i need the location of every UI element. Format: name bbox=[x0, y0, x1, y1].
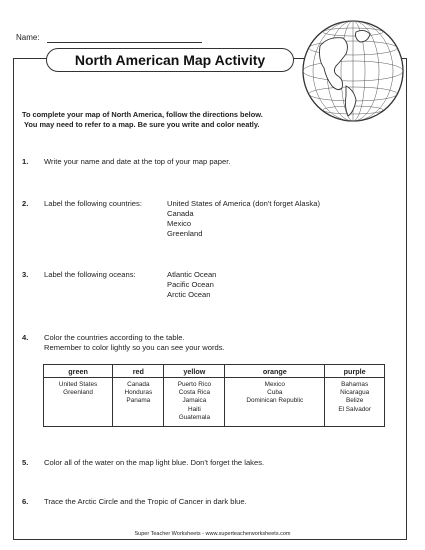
country-name: Bahamas bbox=[341, 381, 369, 388]
country-name: Greenland bbox=[63, 389, 93, 397]
oceans-list bbox=[167, 270, 216, 300]
country-name: Cuba bbox=[267, 389, 283, 397]
list-item: Greenland bbox=[167, 229, 203, 238]
list-item: Atlantic Ocean bbox=[167, 270, 217, 279]
table-cell-green bbox=[44, 378, 113, 427]
column-header-yellow: yellow bbox=[164, 365, 225, 378]
table-cell-yellow bbox=[164, 378, 225, 427]
country-name: Mexico bbox=[264, 381, 285, 388]
globe-icon bbox=[298, 16, 408, 126]
column-header-green: green bbox=[44, 365, 113, 378]
country-name: Dominican Republic bbox=[246, 397, 304, 405]
step-text: Label the following oceans: bbox=[44, 270, 136, 279]
intro-line-2: You may need to refer to a map. Be sure you write and color neatly. bbox=[24, 120, 260, 129]
column-header-red: red bbox=[113, 365, 164, 378]
country-name: Belize bbox=[345, 397, 364, 405]
country-name: Puerto Rico bbox=[177, 381, 212, 388]
country-name: Honduras bbox=[124, 389, 153, 397]
table-cell-purple bbox=[325, 378, 385, 427]
step-text: Color all of the water on the map light blue. Don't forget the lakes. bbox=[44, 458, 265, 467]
step-number: 3. bbox=[22, 270, 29, 279]
color-table bbox=[43, 364, 385, 427]
list-item: Canada bbox=[167, 209, 194, 218]
step-text: Write your name and date at the top of your map paper. bbox=[44, 157, 231, 166]
list-item: United States of America (don't forget Alaska) bbox=[167, 199, 320, 208]
step-number: 6. bbox=[22, 497, 29, 506]
country-name: Guatemala bbox=[178, 413, 211, 421]
step-text: Label the following countries: bbox=[44, 199, 142, 208]
table-header-row bbox=[44, 365, 385, 378]
step-number: 2. bbox=[22, 199, 29, 208]
step-text: Color the countries according to the table. bbox=[44, 333, 185, 342]
footer-credit: Super Teacher Worksheets - www.superteacherworksheets.com bbox=[134, 531, 291, 537]
table-row bbox=[44, 378, 385, 427]
table-cell-orange bbox=[225, 378, 325, 427]
countries-list bbox=[167, 199, 320, 239]
country-name: Canada bbox=[127, 381, 150, 388]
country-name: Haiti bbox=[187, 405, 201, 413]
step-number: 4. bbox=[22, 333, 29, 342]
step-number: 1. bbox=[22, 157, 29, 166]
step-text-secondary: Remember to color lightly so you can see your words. bbox=[44, 343, 225, 352]
step-text: Trace the Arctic Circle and the Tropic of Cancer in dark blue. bbox=[44, 497, 247, 506]
column-header-orange: orange bbox=[225, 365, 325, 378]
page-title: North American Map Activity bbox=[74, 52, 266, 68]
list-item: Arctic Ocean bbox=[167, 290, 211, 299]
intro-text bbox=[22, 110, 263, 130]
country-name: El Salvador bbox=[338, 405, 371, 413]
list-item: Pacific Ocean bbox=[167, 280, 214, 289]
country-name: Nicaragua bbox=[340, 389, 370, 397]
list-item: Mexico bbox=[167, 219, 192, 228]
title-banner bbox=[46, 48, 294, 72]
country-name: United States bbox=[58, 381, 98, 388]
country-name: Costa Rica bbox=[178, 389, 211, 397]
country-name: Panama bbox=[126, 397, 151, 405]
country-name: Jamaica bbox=[182, 397, 207, 405]
table-cell-red bbox=[113, 378, 164, 427]
column-header-purple: purple bbox=[325, 365, 385, 378]
intro-line-1: To complete your map of North America, follow the directions below. bbox=[22, 110, 263, 119]
step-number: 5. bbox=[22, 458, 29, 467]
name-label: Name: bbox=[16, 33, 40, 42]
name-line bbox=[47, 42, 202, 43]
